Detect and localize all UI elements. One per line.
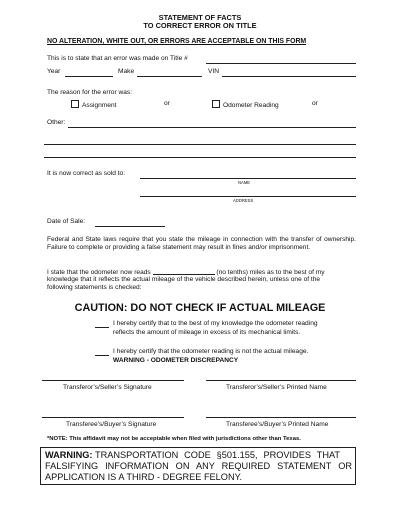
odometer-statement-line3: following statements is checked: bbox=[47, 284, 142, 291]
certify-excess-checkline[interactable] bbox=[95, 327, 109, 328]
address-field[interactable] bbox=[140, 196, 356, 197]
federal-law-paragraph: Federal and State laws require that you state the mileage in connection with the transfer of ownership. Failure to complete or providing a false statement may result in fines and/or imprisonment. bbox=[47, 236, 356, 252]
form-title: STATEMENT OF FACTS bbox=[158, 13, 242, 22]
odometer-reading-label: Odometer Reading bbox=[223, 102, 279, 109]
other-line-3[interactable] bbox=[44, 157, 356, 158]
odometer-reading-checkbox[interactable] bbox=[212, 100, 220, 108]
date-of-sale-label: Date of Sale: bbox=[47, 218, 86, 225]
vin-label: VIN bbox=[208, 68, 219, 75]
caution-heading: CAUTION: DO NOT CHECK IF ACTUAL MILEAGE bbox=[74, 302, 326, 314]
other-label: Other: bbox=[47, 119, 66, 126]
year-field[interactable] bbox=[65, 76, 113, 77]
seller-printed-name-field[interactable] bbox=[206, 380, 356, 381]
date-of-sale-field[interactable] bbox=[95, 226, 165, 227]
warning-text-line2: FALSIFYING INFORMATION ON ANY REQUIRED STATEMENT OR bbox=[45, 461, 352, 471]
no-alteration-notice: NO ALTERATION, WHITE OUT, OR ERRORS ARE ACCEPTABLE ON THIS FORM bbox=[47, 38, 307, 45]
make-label: Make bbox=[118, 68, 135, 75]
seller-signature-label: Transferor’s/Seller’s Signature bbox=[63, 384, 152, 391]
odometer-reading-option[interactable] bbox=[212, 100, 279, 109]
or-text-1: or bbox=[164, 100, 170, 107]
sold-to-label: It is now correct as sold to: bbox=[47, 170, 126, 177]
odometer-statement-line2: knowledge that it reflects the actual mileage of the vehicle described herein, unless one of the bbox=[47, 276, 321, 283]
buyer-printed-name-label: Transferee’s/Buyer’s Printed Name bbox=[226, 421, 329, 428]
title-number-label: This is to state that an error was made on Title # bbox=[47, 55, 188, 62]
name-caption: NAME bbox=[238, 180, 251, 185]
jurisdiction-note: *NOTE: This affidavit may not be acceptable when filed with jurisdictions other than Texas. bbox=[47, 436, 301, 442]
odometer-statement-line1 bbox=[47, 268, 325, 276]
name-field[interactable] bbox=[140, 178, 356, 179]
other-line-2[interactable] bbox=[44, 144, 356, 145]
warning-label: WARNING: bbox=[45, 450, 93, 460]
buyer-printed-name-field[interactable] bbox=[206, 417, 356, 418]
certify-excess-line1: I hereby certify that to the best of my knowledge the odometer reading bbox=[113, 320, 318, 327]
seller-signature-field[interactable] bbox=[42, 380, 184, 381]
certify-not-actual-checkline[interactable] bbox=[95, 355, 109, 356]
warning-text-line1: TRANSPORTATION CODE §501.155, PROVIDES THAT bbox=[95, 450, 341, 460]
odometer-statement-part1: I state that the odometer now reads bbox=[47, 269, 151, 276]
title-number-field[interactable] bbox=[206, 63, 356, 64]
odometer-reading-field[interactable] bbox=[153, 268, 215, 275]
form-subtitle: TO CORRECT ERROR ON TITLE bbox=[143, 21, 257, 30]
vin-field[interactable] bbox=[222, 76, 356, 77]
reason-label: The reason for the error was: bbox=[47, 89, 133, 96]
certify-not-actual-text: I hereby certify that the odometer reading is not the actual mileage. bbox=[113, 348, 309, 355]
odometer-statement-part2: (no tenths) miles as to the best of my bbox=[216, 269, 325, 276]
warning-text-line3: APPLICATION IS A THIRD - DEGREE FELONY. bbox=[45, 472, 243, 482]
odometer-discrepancy-warning: WARNING - ODOMETER DISCREPANCY bbox=[113, 357, 239, 364]
seller-printed-name-label: Transferor’s/Seller’s Printed Name bbox=[226, 384, 327, 391]
buyer-signature-label: Transferee’s/Buyer’s Signature bbox=[66, 421, 157, 428]
make-field[interactable] bbox=[137, 76, 202, 77]
address-caption: ADDRESS bbox=[233, 198, 254, 203]
buyer-signature-field[interactable] bbox=[42, 417, 184, 418]
assignment-option[interactable] bbox=[71, 100, 116, 109]
year-label: Year bbox=[47, 68, 61, 75]
felony-warning-line1 bbox=[45, 450, 340, 461]
other-line-1[interactable] bbox=[68, 127, 356, 128]
assignment-label: Assignment bbox=[82, 102, 117, 109]
assignment-checkbox[interactable] bbox=[71, 100, 79, 108]
certify-excess-line2: reflects the amount of mileage in excess of its mechanical limits. bbox=[113, 329, 301, 336]
or-text-2: or bbox=[312, 100, 318, 107]
